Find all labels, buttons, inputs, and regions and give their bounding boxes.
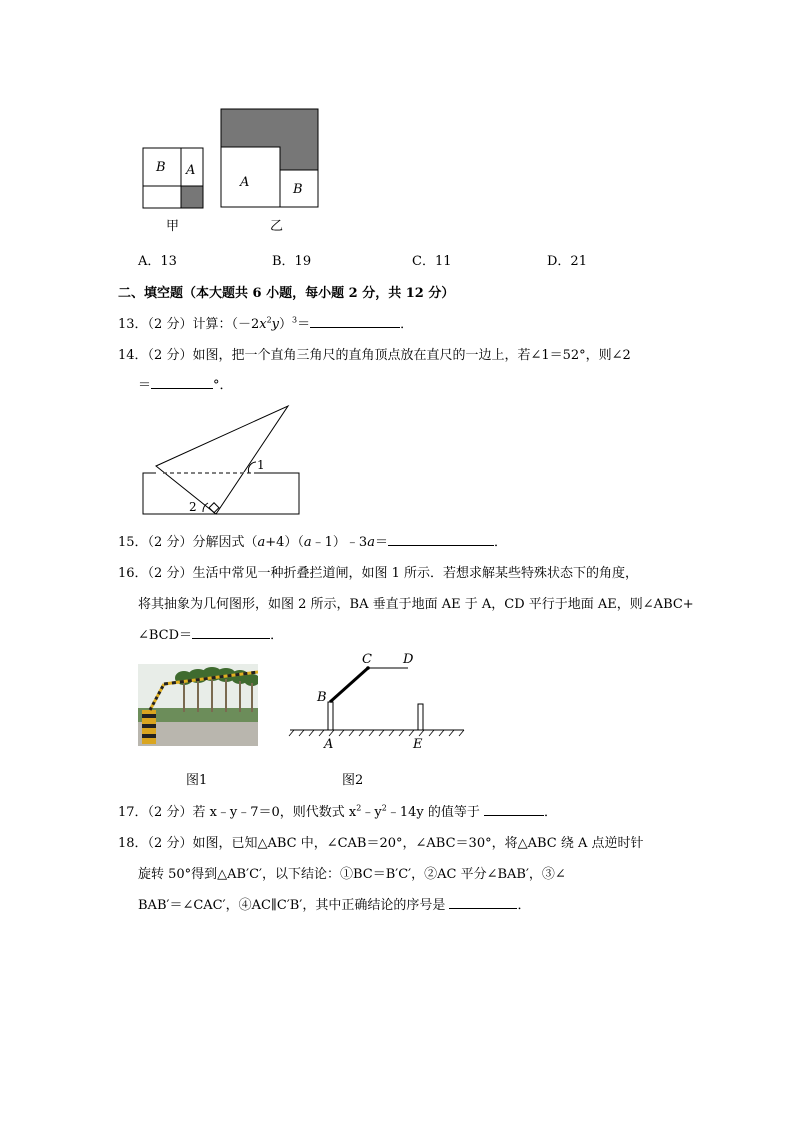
q14-angle2-label: 2 <box>189 500 197 514</box>
q13-close: ） <box>279 317 293 332</box>
q15-mid2: ﹣1）﹣3 <box>311 535 368 550</box>
q17-end: ． <box>543 805 557 820</box>
q16-label-a: A <box>324 737 334 752</box>
q18-line3 <box>138 894 530 913</box>
q16-barrier-gate-photo <box>138 664 258 746</box>
q16-line1: 16．（2 分）生活中常见一种折叠拦道闸，如图 1 所示．若想求解某些特殊状态下的角度， <box>118 566 638 581</box>
q16-line3 <box>138 624 283 643</box>
q17-suffix: ﹣14y 的值等于 <box>386 805 484 820</box>
q14-answer-blank[interactable] <box>151 376 213 389</box>
q16-label-c: C <box>362 652 372 667</box>
q18-line3-prefix: BAB′＝∠CAC′，④AC∥C′B′，其中正确结论的序号是 <box>138 898 450 913</box>
q12-option-a: A．13 <box>138 254 177 269</box>
q15-answer-blank[interactable] <box>388 533 494 546</box>
q14-line2-suffix: °． <box>213 378 233 393</box>
q16-geometry-figure <box>288 650 468 740</box>
q16-post-ba <box>328 702 333 730</box>
q13-y: y <box>271 317 280 332</box>
q16-label-e: E <box>413 737 423 752</box>
q17-exp1: 2 <box>356 803 362 813</box>
jia-label-b: B <box>156 160 166 175</box>
yi-label-b: B <box>293 182 303 197</box>
q14-triangle-ruler-figure <box>138 400 308 520</box>
q17-mid: ﹣y <box>361 805 382 820</box>
yi-caption: 乙 <box>270 219 284 234</box>
q13-end: ． <box>400 317 414 332</box>
jia-shaded-square <box>181 186 203 208</box>
q16-post-e <box>418 704 423 730</box>
q15-a3: a <box>367 535 375 550</box>
q16-line3-prefix: ∠BCD＝ <box>138 628 193 643</box>
q16-fig1-caption: 图1 <box>186 773 208 788</box>
q13-exp2: 2 <box>266 315 272 325</box>
q15-mid1: +4）（ <box>265 535 304 550</box>
q17-exp2: 2 <box>381 803 387 813</box>
q15-a1: a <box>257 535 266 550</box>
jia-label-a: A <box>186 163 196 178</box>
q14-angle1-label: 1 <box>257 458 265 472</box>
q14-triangle <box>156 406 288 514</box>
q15-end: ． <box>493 535 507 550</box>
q18-line3-suffix: ． <box>517 898 531 913</box>
q13-x: x <box>259 317 267 332</box>
q12-option-b: B．19 <box>272 254 312 269</box>
q14-line2-prefix: ＝ <box>138 378 152 393</box>
q14-ruler <box>143 473 299 514</box>
q15-prefix: 15．（2 分）分解因式（ <box>118 535 258 550</box>
q16-line2: 将其抽象为几何图形，如图 2 所示，BA 垂直于地面 AE 于 A，CD 平行于地面 AE，则∠ABC+ <box>138 597 694 612</box>
q14-line2 <box>138 374 233 393</box>
q12-option-c: C．11 <box>412 254 452 269</box>
jia-caption: 甲 <box>166 219 180 234</box>
q18-line1: 18．（2 分）如图，已知△ABC 中，∠CAB＝20°，∠ABC＝30°，将△ABC 绕 A 点逆时针 <box>118 836 644 851</box>
question-15 <box>118 531 507 550</box>
q18-line2: 旋转 50°得到△AB′C′，以下结论：①BC＝B′C′，②AC 平分∠BAB′，③∠ <box>138 867 566 882</box>
q17-prefix: 17．（2 分）若 x﹣y﹣7＝0，则代数式 x <box>118 805 357 820</box>
q13-exp3: 3 <box>292 315 298 325</box>
q13-eq: ＝ <box>297 317 311 332</box>
q13-answer-blank[interactable] <box>310 315 400 328</box>
q12-option-d: D．21 <box>547 254 587 269</box>
question-13 <box>118 313 413 332</box>
q13-prefix: 13．（2 分）计算：（－2 <box>118 317 260 332</box>
q16-line3-suffix: ． <box>270 628 284 643</box>
q14-line1: 14．（2 分）如图，把一个直角三角尺的直角顶点放在直尺的一边上，若∠1＝52°，则∠2 <box>118 348 631 363</box>
q16-label-b: B <box>317 690 327 705</box>
q18-answer-blank[interactable] <box>449 896 517 909</box>
q16-label-d: D <box>403 652 414 667</box>
section-2-heading: 二、填空题（本大题共 6 小题，每小题 2 分，共 12 分） <box>118 286 455 301</box>
q16-fig2-caption: 图2 <box>342 773 364 788</box>
q15-a2: a <box>303 535 312 550</box>
q17-answer-blank[interactable] <box>484 803 544 816</box>
q16-answer-blank[interactable] <box>192 626 270 639</box>
question-17 <box>118 801 557 820</box>
q16-arm-bc <box>330 668 368 702</box>
yi-label-a: A <box>240 175 250 190</box>
q15-eq: ＝ <box>374 535 388 550</box>
